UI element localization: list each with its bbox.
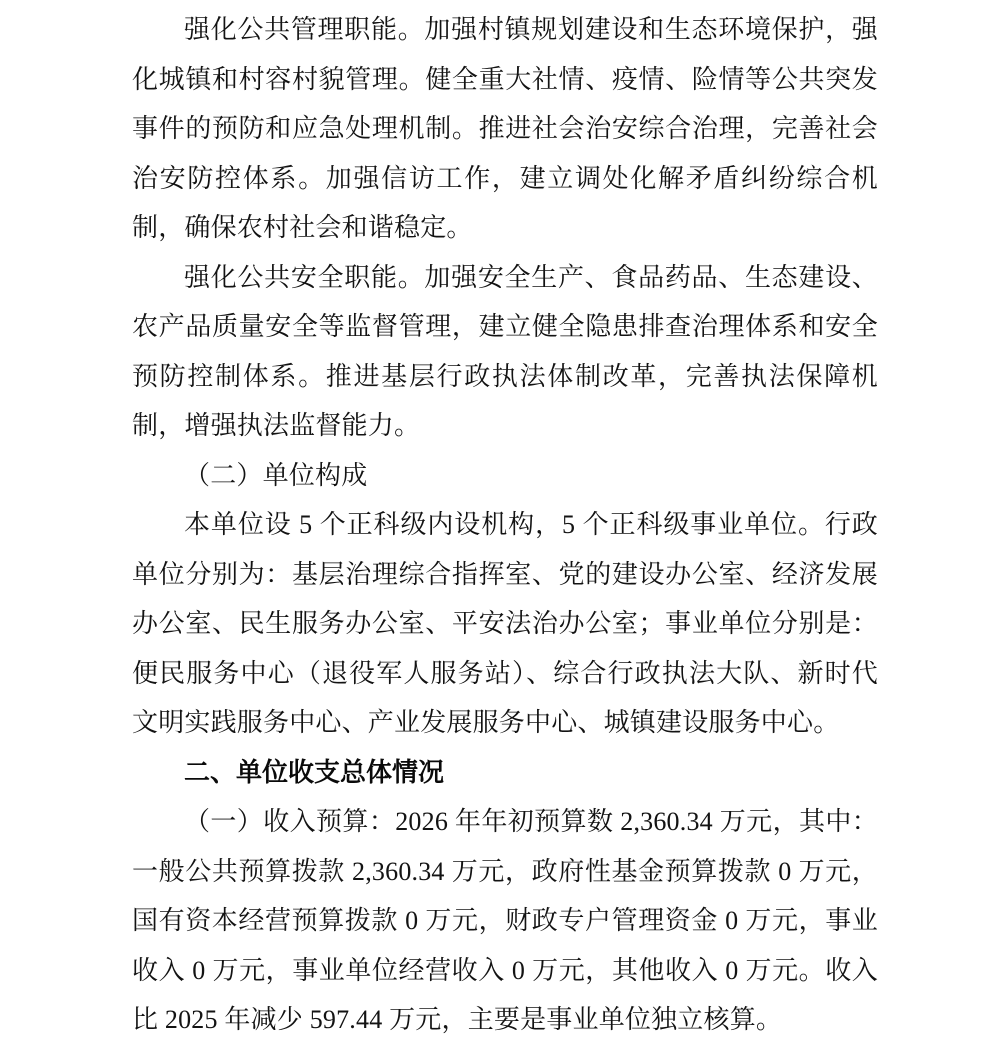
paragraph-public-management: 强化公共管理职能。加强村镇规划建设和生态环境保护，强化城镇和村容村貌管理。健全重大社情、疫情、险情等公共突发事件的预防和应急处理机制。推进社会治安综合治理，完善社会治安防控体系。加强信访工作，建立调处化解矛盾纠纷综合机制，确保农村社会和谐稳定。 [132,15,878,242]
paragraph-income-budget: （一）收入预算：2026 年年初预算数 2,360.34 万元，其中：一般公共预算拨款 2,360.34 万元，政府性基金预算拨款 0 万元，国有资本经营预算拨款 0 万元，财政专户管理资金 0 万元，事业收入 0 万元，事业单位经营收入 0 万元，其他收入 0 万元。收入比 2025 年减少 597.44 万元，主要是事业单位独立核算。 [132,807,878,1034]
paragraph-unit-composition: 本单位设 5 个正科级内设机构，5 个正科级事业单位。行政单位分别为：基层治理综合指挥室、党的建设办公室、经济发展办公室、民生服务办公室、平安法治办公室；事业单位分别是：便民服务中心（退役军人服务站）、综合行政执法大队、新时代文明实践服务中心、产业发展服务中心、城镇建设服务中心。 [132,510,878,737]
subsection-heading-unit-composition: （二）单位构成 [184,460,368,490]
paragraph-public-safety: 强化公共安全职能。加强安全生产、食品药品、生态建设、农产品质量安全等监督管理，建立健全隐患排查治理体系和安全预防控制体系。推进基层行政执法体制改革，完善执法保障机制，增强执法监督能力。 [132,262,878,440]
section-heading-income-expenditure: 二、单位收支总体情况 [184,756,445,787]
